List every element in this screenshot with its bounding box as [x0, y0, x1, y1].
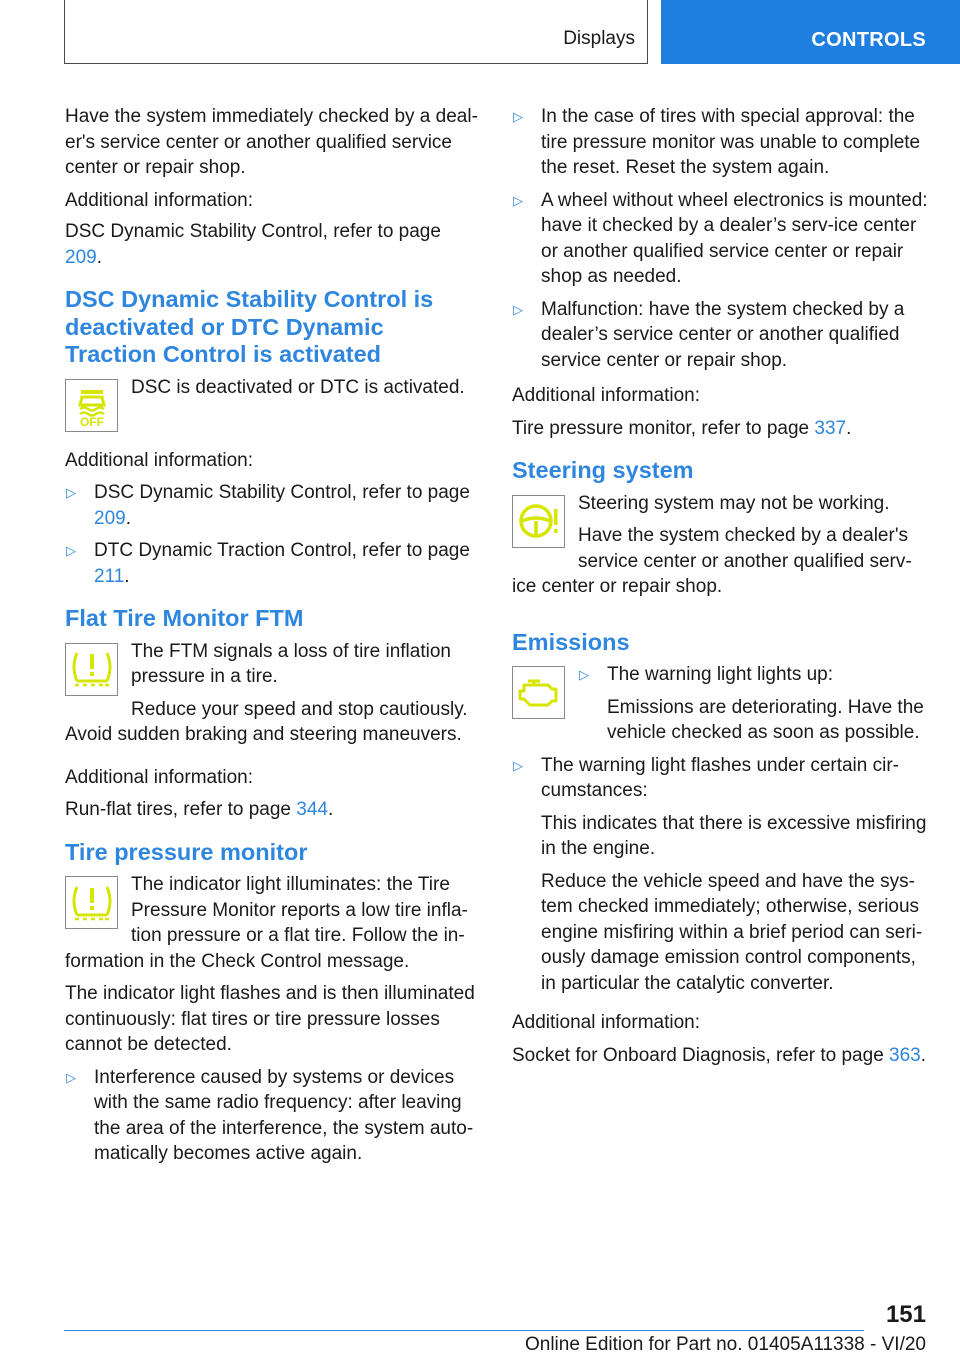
dsc-reference-list [65, 480, 479, 589]
svg-text:OFF: OFF [79, 415, 104, 427]
emissions-item2-text-2: Reduce the vehicle speed and have the sys-tem checked immediately; otherwise, serious engine misfiring within a brief period can seri-ously damage emission control components, in particular the catalytic converter. [541, 870, 923, 994]
ftm-additional-label: Additional information: [65, 766, 253, 788]
dtc-page-link[interactable]: 211 [94, 565, 125, 587]
dsc-page-link[interactable]: 209 [94, 507, 126, 529]
steering-wheel-warning-icon [512, 495, 565, 548]
list-item: ▷ In the case of tires with special approval: the tire pressure monitor was unable to complete the reset. Reset the system again. [513, 106, 921, 178]
list-item: ▷ DSC Dynamic Stability Control, refer to page 209. [66, 482, 470, 529]
emissions-list-b [512, 753, 930, 804]
triangle-bullet-icon: ▷ [513, 192, 523, 208]
tire-pressure-indicator-icon [65, 876, 118, 929]
intro-additional-label: Additional information: [65, 189, 253, 211]
intro-reference: DSC Dynamic Stability Control, refer to page 209. [65, 221, 441, 268]
steering-text-2: Have the system checked by a dealer's service center or another qualified serv-ice center or repair shop. [512, 525, 912, 597]
triangle-bullet-icon: ▷ [513, 757, 523, 773]
intro-text: Have the system immediately checked by a deal-er's service center or another qualified service center or repair shop. [65, 106, 478, 178]
emissions-additional-label: Additional information: [512, 1012, 700, 1033]
emissions-warning [512, 662, 930, 753]
steering-text-1: Steering system may not be working. [578, 492, 890, 514]
ftm-heading: Flat Tire Monitor FTM [65, 605, 304, 631]
tpm-text-1: The indicator light illuminates: the Tire Pressure Monitor reports a low tire infla-tion pressure or a flat tire. Follow the in-formation in the Check Control message. [65, 874, 468, 972]
dsc-text: DSC is deactivated or DTC is activated. [131, 376, 465, 398]
intro-reference-text: DSC Dynamic Stability Control, refer to page [65, 221, 441, 242]
left-column [65, 104, 479, 1174]
header-section-box [64, 0, 648, 64]
dsc-warning [65, 375, 479, 438]
list-item: ▷ The warning light lights up: [578, 662, 930, 688]
ftm-reference: Run-flat tires, refer to page 344. [65, 799, 334, 820]
footer-divider [64, 1330, 864, 1331]
tpm-text-2: The indicator light flashes and is then illuminated continuously: flat tires or tire pressure losses cannot be detected. [65, 983, 475, 1055]
tpm-heading: Tire pressure monitor [65, 838, 308, 865]
tpm-additional-label: Additional information: [512, 385, 700, 406]
header-section-title: Displays [563, 27, 635, 49]
triangle-bullet-icon: ▷ [66, 1069, 76, 1085]
header-chapter-title: CONTROLS [811, 28, 926, 51]
tpm-list-right [512, 104, 930, 373]
page-number: 151 [885, 1301, 926, 1328]
triangle-bullet-icon: ▷ [513, 301, 523, 317]
tire-pressure-warning-icon [65, 643, 118, 696]
right-column [512, 104, 930, 1075]
triangle-bullet-icon: ▷ [66, 543, 76, 558]
dsc-additional-label: Additional information: [65, 449, 253, 471]
footer-edition: Online Edition for Part no. 01405A11338 - VI/20 [524, 1334, 926, 1355]
steering-warning [512, 491, 930, 607]
ftm-text-2: Reduce your speed and stop cautiously. Avoid sudden braking and steering maneuvers. [65, 698, 468, 745]
tpm-list-left [65, 1065, 479, 1167]
ftm-warning [65, 639, 479, 755]
triangle-bullet-icon: ▷ [579, 667, 589, 682]
list-item: ▷ DTC Dynamic Traction Control, refer to page 211. [66, 540, 470, 587]
ftm-page-link[interactable]: 344 [296, 799, 328, 820]
list-item: ▷ The warning light flashes under certain cir-cumstances: [513, 754, 900, 801]
engine-check-icon [512, 666, 565, 719]
intro-reference-page-link[interactable]: 209 [65, 246, 97, 268]
emissions-item1-text: Emissions are deteriorating. Have the vehicle checked as soon as possible. [607, 696, 924, 743]
list-item: ▷ A wheel without wheel electronics is mounted: have it checked by a dealer’s serv-ice center or another qualified service center or repair shop as needed. [513, 189, 928, 287]
emissions-page-link[interactable]: 363 [889, 1044, 921, 1066]
dsc-off-icon [65, 379, 118, 432]
ftm-text-1: The FTM signals a loss of tire inflation pressure in a tire. [131, 640, 451, 687]
steering-heading: Steering system [512, 457, 694, 483]
emissions-list-a [578, 662, 930, 688]
emissions-heading: Emissions [512, 628, 630, 655]
list-item: ▷ Malfunction: have the system checked by a dealer’s service center or another qualified service center or repair shop. [513, 298, 905, 371]
tpm-page-link[interactable]: 337 [814, 417, 847, 439]
tpm-warning [65, 872, 479, 981]
header-chapter-box [661, 0, 960, 64]
emissions-reference: Socket for Onboard Diagnosis, refer to page 363. [512, 1044, 927, 1066]
emissions-item2-text-1: This indicates that there is excessive misfiring in the engine. [541, 812, 927, 859]
dsc-heading: DSC Dynamic Stability Control is deactivated or DTC Dynamic Traction Control is activated [65, 286, 434, 367]
tpm-reference: Tire pressure monitor, refer to page 337. [512, 417, 852, 439]
list-item: ▷ Interference caused by systems or devices with the same radio frequency: after leaving the area of the interference, the system auto-matically becomes active again. [66, 1066, 474, 1164]
triangle-bullet-icon: ▷ [513, 109, 523, 124]
triangle-bullet-icon: ▷ [66, 485, 76, 500]
